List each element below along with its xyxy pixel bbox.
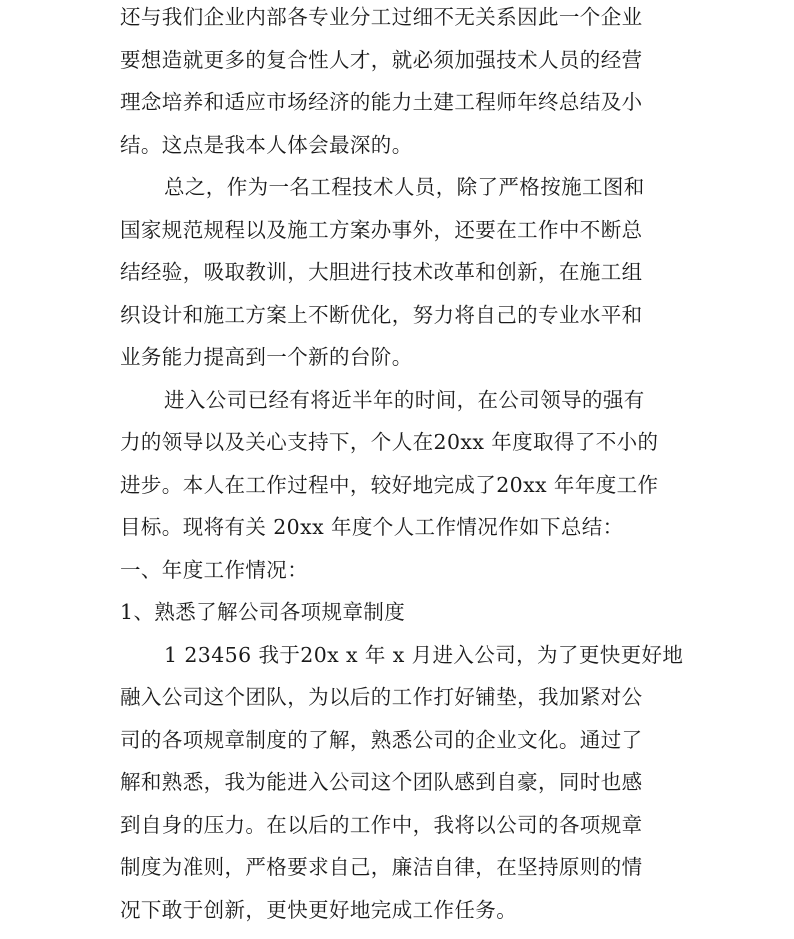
text-line: 力的领导以及关心支持下，个人在20xx 年度取得了不小的 [120, 430, 659, 454]
text-line: 织设计和施工方案上不断优化，努力将自己的专业水平和 [120, 302, 643, 327]
paragraph-start-line: 进入公司已经有将近半年的时间，在公司领导的强有 [164, 387, 645, 412]
text-line: 结。这点是我本人体会最深的。 [120, 132, 413, 157]
text-line: 国家规范规程以及施工方案办事外，还要在工作中不断总 [120, 217, 643, 242]
text-line: 还与我们企业内部各专业分工过细不无关系因此一个企业 [120, 5, 643, 29]
document-body [120, 0, 684, 931]
text-line: 进步。本人在工作过程中，较好地完成了20xx 年年度工作 [120, 472, 659, 497]
paragraph-start-line: 总之，作为一名工程技术人员，除了严格按施工图和 [164, 175, 645, 199]
text-line: 况下敢于创新，更快更好地完成工作任务。 [120, 897, 518, 922]
section-heading: 一、年度工作情况： [120, 557, 309, 582]
paragraph-start-line: 1 23456 我于20x x 年 x 月进入公司，为了更快更好地 [164, 642, 684, 667]
text-line: 目标。现将有关 20xx 年度个人工作情况作如下总结： [120, 515, 624, 539]
text-line: 制度为准则，严格要求自己，廉洁自律，在坚持原则的情 [120, 855, 643, 879]
text-line: 要想造就更多的复合性人才，就必须加强技术人员的经营 [120, 47, 643, 72]
text-line: 理念培养和适应市场经济的能力土建工程师年终总结及小 [120, 90, 643, 114]
text-line: 解和熟悉，我为能进入公司这个团队感到自豪，同时也感 [120, 770, 643, 794]
text-line: 司的各项规章制度的了解，熟悉公司的企业文化。通过了 [120, 727, 643, 752]
text-line: 结经验，吸取教训，大胆进行技术改革和创新，在施工组 [120, 260, 643, 284]
text-line: 业务能力提高到一个新的台阶。 [120, 345, 413, 369]
subsection-heading: 1、熟悉了解公司各项规章制度 [120, 600, 406, 624]
text-line: 融入公司这个团队，为以后的工作打好铺垫，我加紧对公 [120, 685, 643, 709]
text-line: 到自身的压力。在以后的工作中，我将以公司的各项规章 [120, 812, 643, 837]
